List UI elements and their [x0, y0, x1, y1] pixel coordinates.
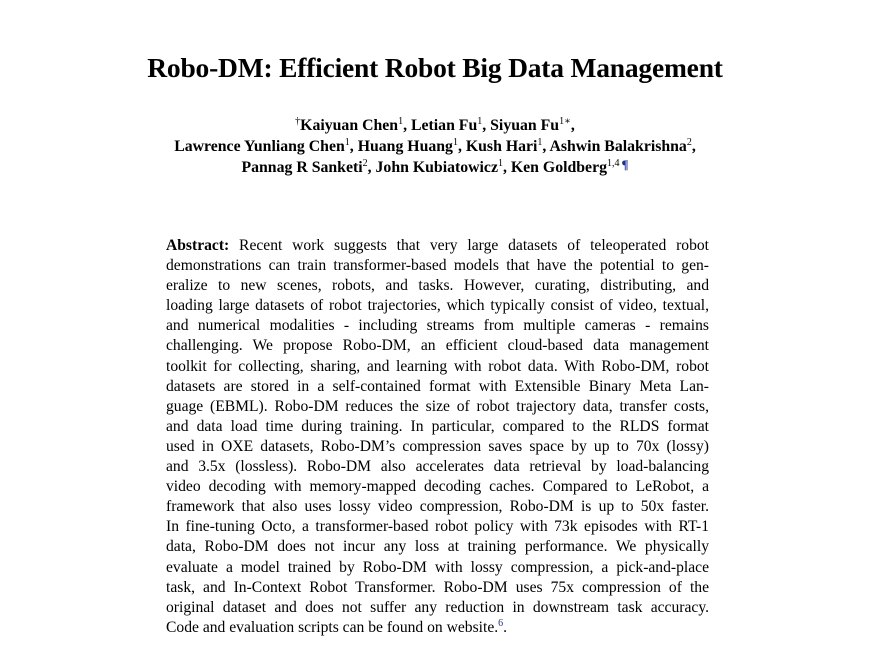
abstract-line: [166, 236, 709, 256]
abstract-line: framework that also uses lossy video compression, Robo-DM is up to 50x faster.: [166, 498, 709, 516]
author-separator: ,: [502, 159, 511, 176]
abstract-line: original dataset and does not suffer any reduction in downstream task accuracy.: [166, 598, 709, 616]
abstract-period: .: [503, 618, 508, 636]
abstract-line: video decoding with memory-mapped decoding caches. Compared to LeRobot, a: [166, 478, 709, 496]
affiliation-sup: 1: [452, 137, 458, 148]
author-name: Siyuan Fu: [490, 117, 560, 134]
author-name: Kush Hari: [465, 138, 538, 155]
abstract-line: datasets are stored in a self-contained format with Extensible Binary Meta Lan-: [166, 377, 709, 395]
paper-title: Robo-DM: Efficient Robot Big Data Management: [147, 52, 723, 83]
author-separator: ,: [570, 117, 575, 134]
affiliation-sup: 2: [362, 158, 368, 169]
affiliation-sup: 1: [398, 116, 404, 127]
abstract-line: evaluate a model trained by Robo-DM with lossy compression, a pick-and-place: [166, 558, 709, 576]
author-line-2: [0, 136, 870, 157]
affiliation-sup: 1: [344, 137, 350, 148]
affiliation-sup: 1: [477, 116, 483, 127]
author-name: Kaiyuan Chen: [300, 117, 399, 134]
affiliation-sup: 1,4: [606, 158, 620, 169]
affiliation-sup: 1: [537, 137, 543, 148]
abstract-text: Code and evaluation scripts can be found on website.: [166, 618, 499, 636]
author-name: Letian Fu: [410, 117, 478, 134]
author-separator: ,: [482, 117, 491, 134]
footnote-ref-link[interactable]: 6: [498, 617, 504, 629]
abstract-line: eralize to new scenes, robots, and tasks. However, curating, distributing, and: [166, 277, 709, 295]
author-separator: ,: [691, 138, 696, 155]
abstract-last-line: [166, 618, 709, 638]
author-separator: ,: [403, 117, 411, 134]
abstract-line: used in OXE datasets, Robo-DM’s compression saves space by up to 70x (lossy): [166, 437, 709, 455]
affiliation-sup: 1∗: [559, 116, 571, 127]
abstract-line: guage (EBML). Robo-DM reduces the size of robot trajectory data, transfer costs,: [166, 397, 709, 415]
author-separator: ,: [542, 138, 550, 155]
author-line-1: [0, 115, 870, 136]
abstract-line: In fine-tuning Octo, a transformer-based robot policy with 73k episodes with RT-1: [166, 518, 709, 536]
author-separator: ,: [367, 159, 376, 176]
author-name: Ken Goldberg: [510, 159, 607, 176]
affiliation-sup: 2: [686, 137, 692, 148]
author-name: John Kubiatowicz: [375, 159, 498, 176]
abstract-line: demonstrations can train transformer-based models that have the potential to gen-: [166, 257, 709, 275]
author-line-3: [0, 157, 870, 178]
author-name: Ashwin Balakrishna: [549, 138, 687, 155]
author-separator: ,: [349, 138, 358, 155]
abstract-line: toolkit for collecting, sharing, and learning with robot data. With Robo-DM, robot: [166, 357, 709, 375]
author-list: [0, 115, 870, 178]
affiliation-sup: 1: [497, 158, 503, 169]
abstract-text: Recent work suggests that very large datasets of teleoperated robot: [229, 237, 709, 254]
author-name: Pannag R Sanketi: [241, 159, 363, 176]
abstract: [166, 236, 709, 638]
abstract-line: and data load time during training. In particular, compared to the RLDS format: [166, 417, 709, 435]
abstract-line: data, Robo-DM does not incur any loss at training performance. We physically: [166, 538, 709, 556]
author-name: Lawrence Yunliang Chen: [174, 138, 345, 155]
author-name: Huang Huang: [357, 138, 453, 155]
abstract-line: challenging. We propose Robo-DM, an efficient cloud-based data management: [166, 337, 709, 355]
abstract-label: Abstract:: [166, 237, 230, 254]
abstract-line: task, and In-Context Robot Transformer. Robo-DM uses 75x compression of the: [166, 578, 709, 596]
dagger-mark: †: [295, 116, 301, 127]
abstract-line: loading large datasets of robot trajectories, which typically consist of video, textual,: [166, 297, 709, 315]
footnote-link-icon[interactable]: ¶: [621, 157, 629, 172]
abstract-line: and numerical modalities - including streams from multiple cameras - remains: [166, 317, 709, 335]
author-separator: ,: [457, 138, 466, 155]
abstract-line: and 3.5x (lossless). Robo-DM also accelerates data retrieval by load-balancing: [166, 458, 709, 476]
